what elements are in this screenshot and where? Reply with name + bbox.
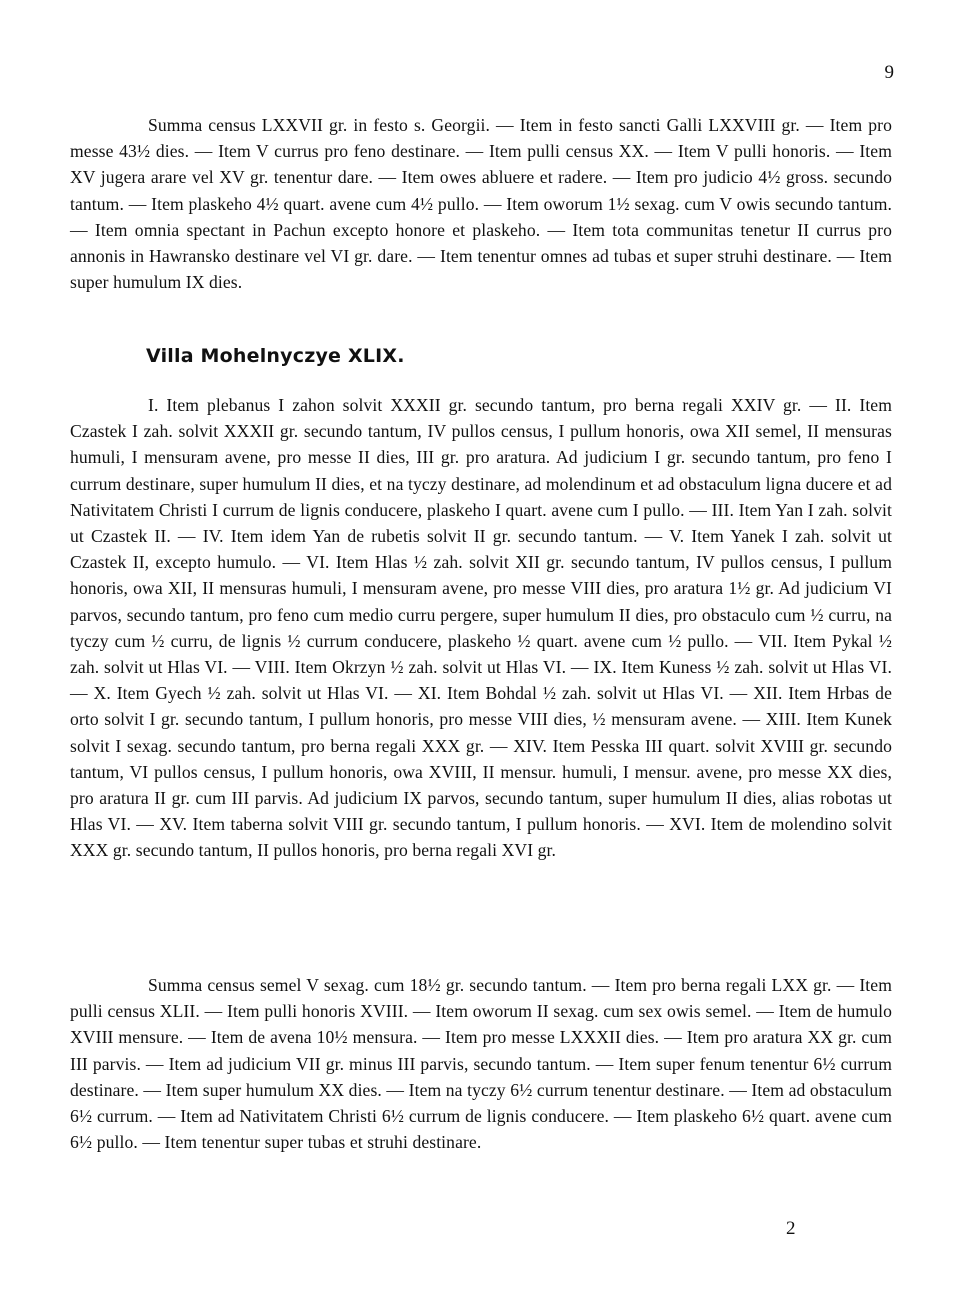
entries-paragraph: I. Item plebanus I zahon solvit XXXII gr. secundo tantum, pro berna regali XXIV gr. — II. Item Czastek I zah. solvit XXXII gr. secundo tantum, IV pullos census, I pullum honoris, owa XII semel, II mensuras humuli, I mensuram avene, pro messe II dies, III gr. pro aratura. Ad judicium I gr. secundo tantum, pro feno I currum destinare, super humulum II dies, et na tyczy destinare, ad molendinum et ad obstaculum ligna ducere et ad Nativitatem Christi I currum de lignis conducere, plaskeho I quart. avene cum I pullo. — III. Item Yan I zah. solvit ut Czastek II. — IV. Item idem Yan de rubetis solvit II gr. secundo tantum. — V. Item Yanek I zah. solvit ut Czastek II, excepto humulo. — VI. Item Hlas ½ zah. solvit XII gr. secundo tantum, IV pullos census, I pullum honoris, owa XII, II mensuras humuli, I mensuram avene, pro messe VIII dies, pro aratura 1½ gr. Ad judicium VI parvos, secundo tantum, pro feno cum medio curru pergere, super humulum II dies, pro obstaculo cum ½ curru, na tyczy cum ½ curru, de lignis ½ currum conducere, plaskeho ½ quart. avene cum ½ pullo. — VII. Item Pykal ½ zah. solvit ut Hlas VI. — VIII. Item Okrzyn ½ zah. solvit ut Hlas VI. — IX. Item Kuness ½ zah. solvit ut Hlas VI. — X. Item Gyech ½ zah. solvit ut Hlas VI. — XI. Item Bohdal ½ zah. solvit ut Hlas VI. — XII. Item Hrbas de orto solvit I gr. secundo tantum, I pullum honoris, pro messe VIII dies, ½ mensuram avene. — XIII. Item Kunek solvit I sexag. secundo tantum, pro berna regali XXX gr. — XIV. Item Pesska III quart. solvit XVIII gr. secundo tantum, VI pullos census, I pullum honoris, owa XVIII, II mensur. humuli, I mensur. avene, pro messe XX dies, pro aratura II gr. cum III parvis. Ad judicium IX parvos, secundo tantum, super humulum II dies, alias robotas ut Hlas VI. — XV. Item taberna solvit VIII gr. secundo tantum, I pullum honoris. — XVI. Item de molendino solvit XXX gr. secundo tantum, II pullos honoris, pro berna regali XVI gr. [70,395,892,861]
page-number: 9 [884,62,894,83]
summary-paragraph: Summa census semel V sexag. cum 18½ gr. secundo tantum. — Item pro berna regali LXX gr. — Item pulli census XLII. — Item pulli honoris XVIII. — Item oworum II sexag. cum sex owis semel. — Item de humulo XVIII mensure. — Item de avena 10½ mensura. — Item pro messe LXXXII dies. — Item pro aratura XX gr. cum III parvis. — Item ad judicium VII gr. minus III parvis, secundo tantum. — Item super fenum tenentur 6½ currum destinare. — Item super humulum XX dies. — Item na tyczy 6½ currum tenentur destinare. — Item ad obstaculum 6½ currum. — Item ad Nativitatem Christi 6½ currum de lignis conducere. — Item plaskeho 6½ quart. avene cum 6½ pullo. — Item tenentur super tubas et struhi destinare. [70,975,892,1153]
intro-section [70,112,892,295]
summary-section [70,972,892,1155]
entries-section [70,392,892,864]
section-heading: Villa Mohelnyczye XLIX. [146,345,405,367]
intro-paragraph: Summa census LXXVII gr. in festo s. Georgii. — Item in festo sancti Galli LXXVIII gr. — Item pro messe 43½ dies. — Item V currus pro feno destinare. — Item pulli census XX. — Item V pulli honoris. — Item XV jugera arare vel XV gr. tenentur dare. — Item owes abluere et radere. — Item pro judicio 4½ gross. secundo tantum. — Item plaskeho 4½ quart. avene cum 4½ pullo. — Item oworum 1½ sexag. cum V owis secundo tantum. — Item omnia spectant in Pachun excepto honore et plaskeho. — Item tota communitas tenetur II currus pro annonis in Hawransko destinare vel VI gr. dare. — Item tenentur omnes ad tubas et super struhi destinare. — Item super humulum IX dies. [70,115,892,293]
signature-mark: 2 [786,1218,796,1239]
